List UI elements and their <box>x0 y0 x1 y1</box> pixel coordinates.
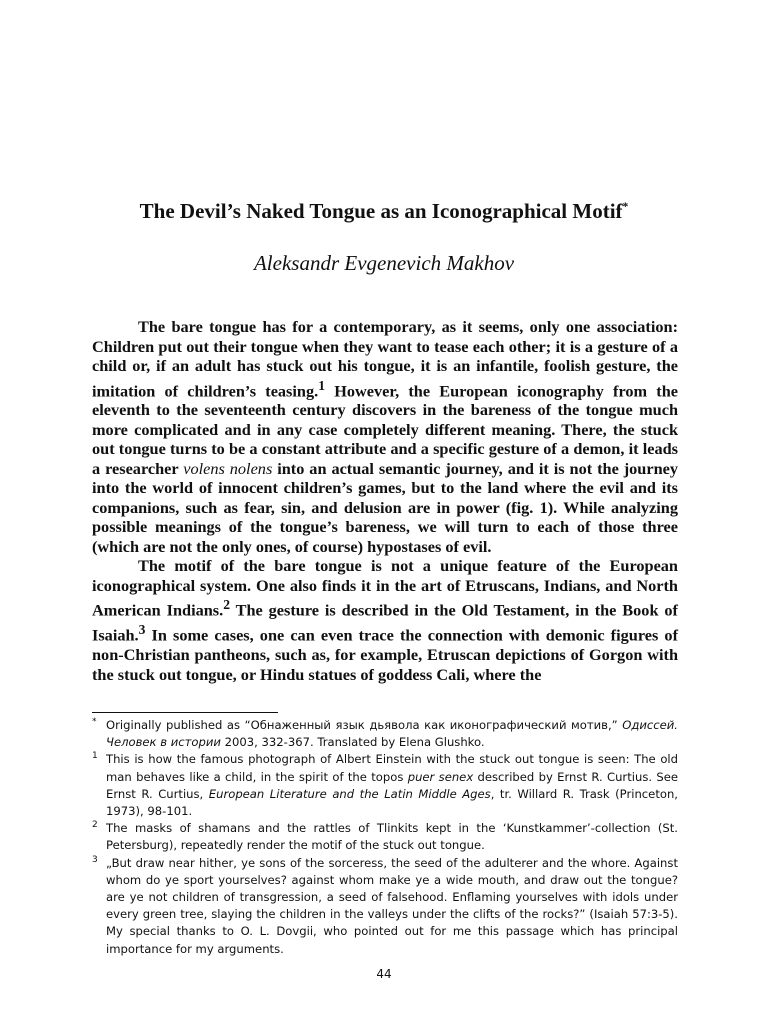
article-title <box>0 198 768 224</box>
footnote-1 <box>92 751 678 820</box>
footnote-star-mark: * <box>92 717 97 727</box>
paragraph-1-text-c: into an actual semantic journey, and it is not the journey into the world of innocent children’s games, but to the land where the evil and its companions, such as fear, sin, and delusion are in power (fig. 1). While analyzing possible meanings of the tongue’s bareness, we will turn to each of those three (which are not the only ones, of course) hypostases of evil. <box>92 458 679 556</box>
title-footnote-mark: * <box>622 201 629 213</box>
footnotes <box>92 717 678 958</box>
footnote-star-text-b: 2003, 332-367. Translated by Elena Glushko. <box>220 735 485 750</box>
italic-phrase: volens nolens <box>183 458 273 478</box>
footnote-1-mark: 1 <box>92 751 98 762</box>
footnote-2-mark: 2 <box>92 820 98 831</box>
footnote-star-italic: Одиссей. Человек в истории <box>106 718 678 750</box>
footnote-ref-2: 2 <box>223 597 230 613</box>
paragraph-1-text-b: However, the European iconography from the eleventh to the seventeenth century discovers in the bareness of the tongue much more complicated and in any case completely different meaning. There, the stuck out tongue turns to be a constant attribute and a specific gesture of a demon, it leads a researcher <box>92 380 678 478</box>
author-name: Aleksandr Evgenevich Makhov <box>253 251 515 275</box>
footnote-3-text: „But draw near hither, ye sons of the sorceress, the seed of the adulterer and the whore. Against whom do ye sport yourselves? against whom make ye a wide mouth, and draw out the tongue? are ye not children of transgression, a seed of falsehood. Enflaming yourselves with idols under every green tree, slaying the children in the valleys under the clifts of the rocks?” (Isaiah 57:3-5). My special thanks to O. L. Dovgii, who pointed out for me this passage which has principal importance for my arguments. <box>106 855 678 956</box>
paragraph-1 <box>92 317 678 556</box>
footnote-1-italic-a: puer senex <box>407 769 474 784</box>
footnote-separator <box>92 712 278 713</box>
page-number: 44 <box>376 967 392 981</box>
paragraph-2-text-a: The motif of the bare tongue is not a unique feature of the European iconographical system. One also finds it in the art of Etruscans, Indians, and North American Indians. <box>92 556 678 620</box>
paragraph-2 <box>92 556 678 684</box>
footnote-3 <box>92 855 678 958</box>
paragraph-2-text-b: The gesture is described in the Old Testament, in the Book of Isaiah. <box>92 600 678 645</box>
paragraph-1-text-a: The bare tongue has for a contemporary, as it seems, only one association: Children put out their tongue when they want to tease each other; it is a gesture of a child or, if an adult has stuck out his tongue, it is an infantile, foolish gesture, the imitation of children’s teasing. <box>92 317 678 400</box>
article-body <box>92 317 678 684</box>
footnote-2 <box>92 820 678 854</box>
footnote-ref-3: 3 <box>138 622 146 638</box>
footnote-1-text-b: described by Ernst R. Curtius. See Ernst R. Curtius, <box>106 769 679 801</box>
footnote-3-mark: 3 <box>92 854 98 865</box>
footnote-2-text: The masks of shamans and the rattles of Tlinkits kept in the ‘Kunstkammer’-collection (St. Petersburg), repeatedly render the motif of the stuck out tongue. <box>106 821 678 853</box>
footnote-star-text-a: Originally published as “Обнаженный язык дьявола как иконографический мотив,” <box>106 718 623 732</box>
footnote-star <box>92 717 678 751</box>
footnote-ref-1: 1 <box>318 377 325 393</box>
title-text: The Devil’s Naked Tongue as an Iconographical Motif <box>139 199 623 223</box>
footnote-1-text-c: , tr. Willard R. Trask (Princeton, 1973), 98-101. <box>106 786 678 819</box>
footnote-1-italic-b: European Literature and the Latin Middle Ages <box>208 786 491 801</box>
paragraph-2-text-c: In some cases, one can even trace the connection with demonic figures of non-Christian pantheons, such as, for example, Etruscan depictions of Gorgon with the stuck out tongue, or Hindu statues of goddess Cali, where the <box>92 625 678 684</box>
footnote-1-text-a: This is how the famous photograph of Albert Einstein with the stuck out tongue is seen: The old man behaves like a child, in the spirit of the topos <box>106 752 678 784</box>
